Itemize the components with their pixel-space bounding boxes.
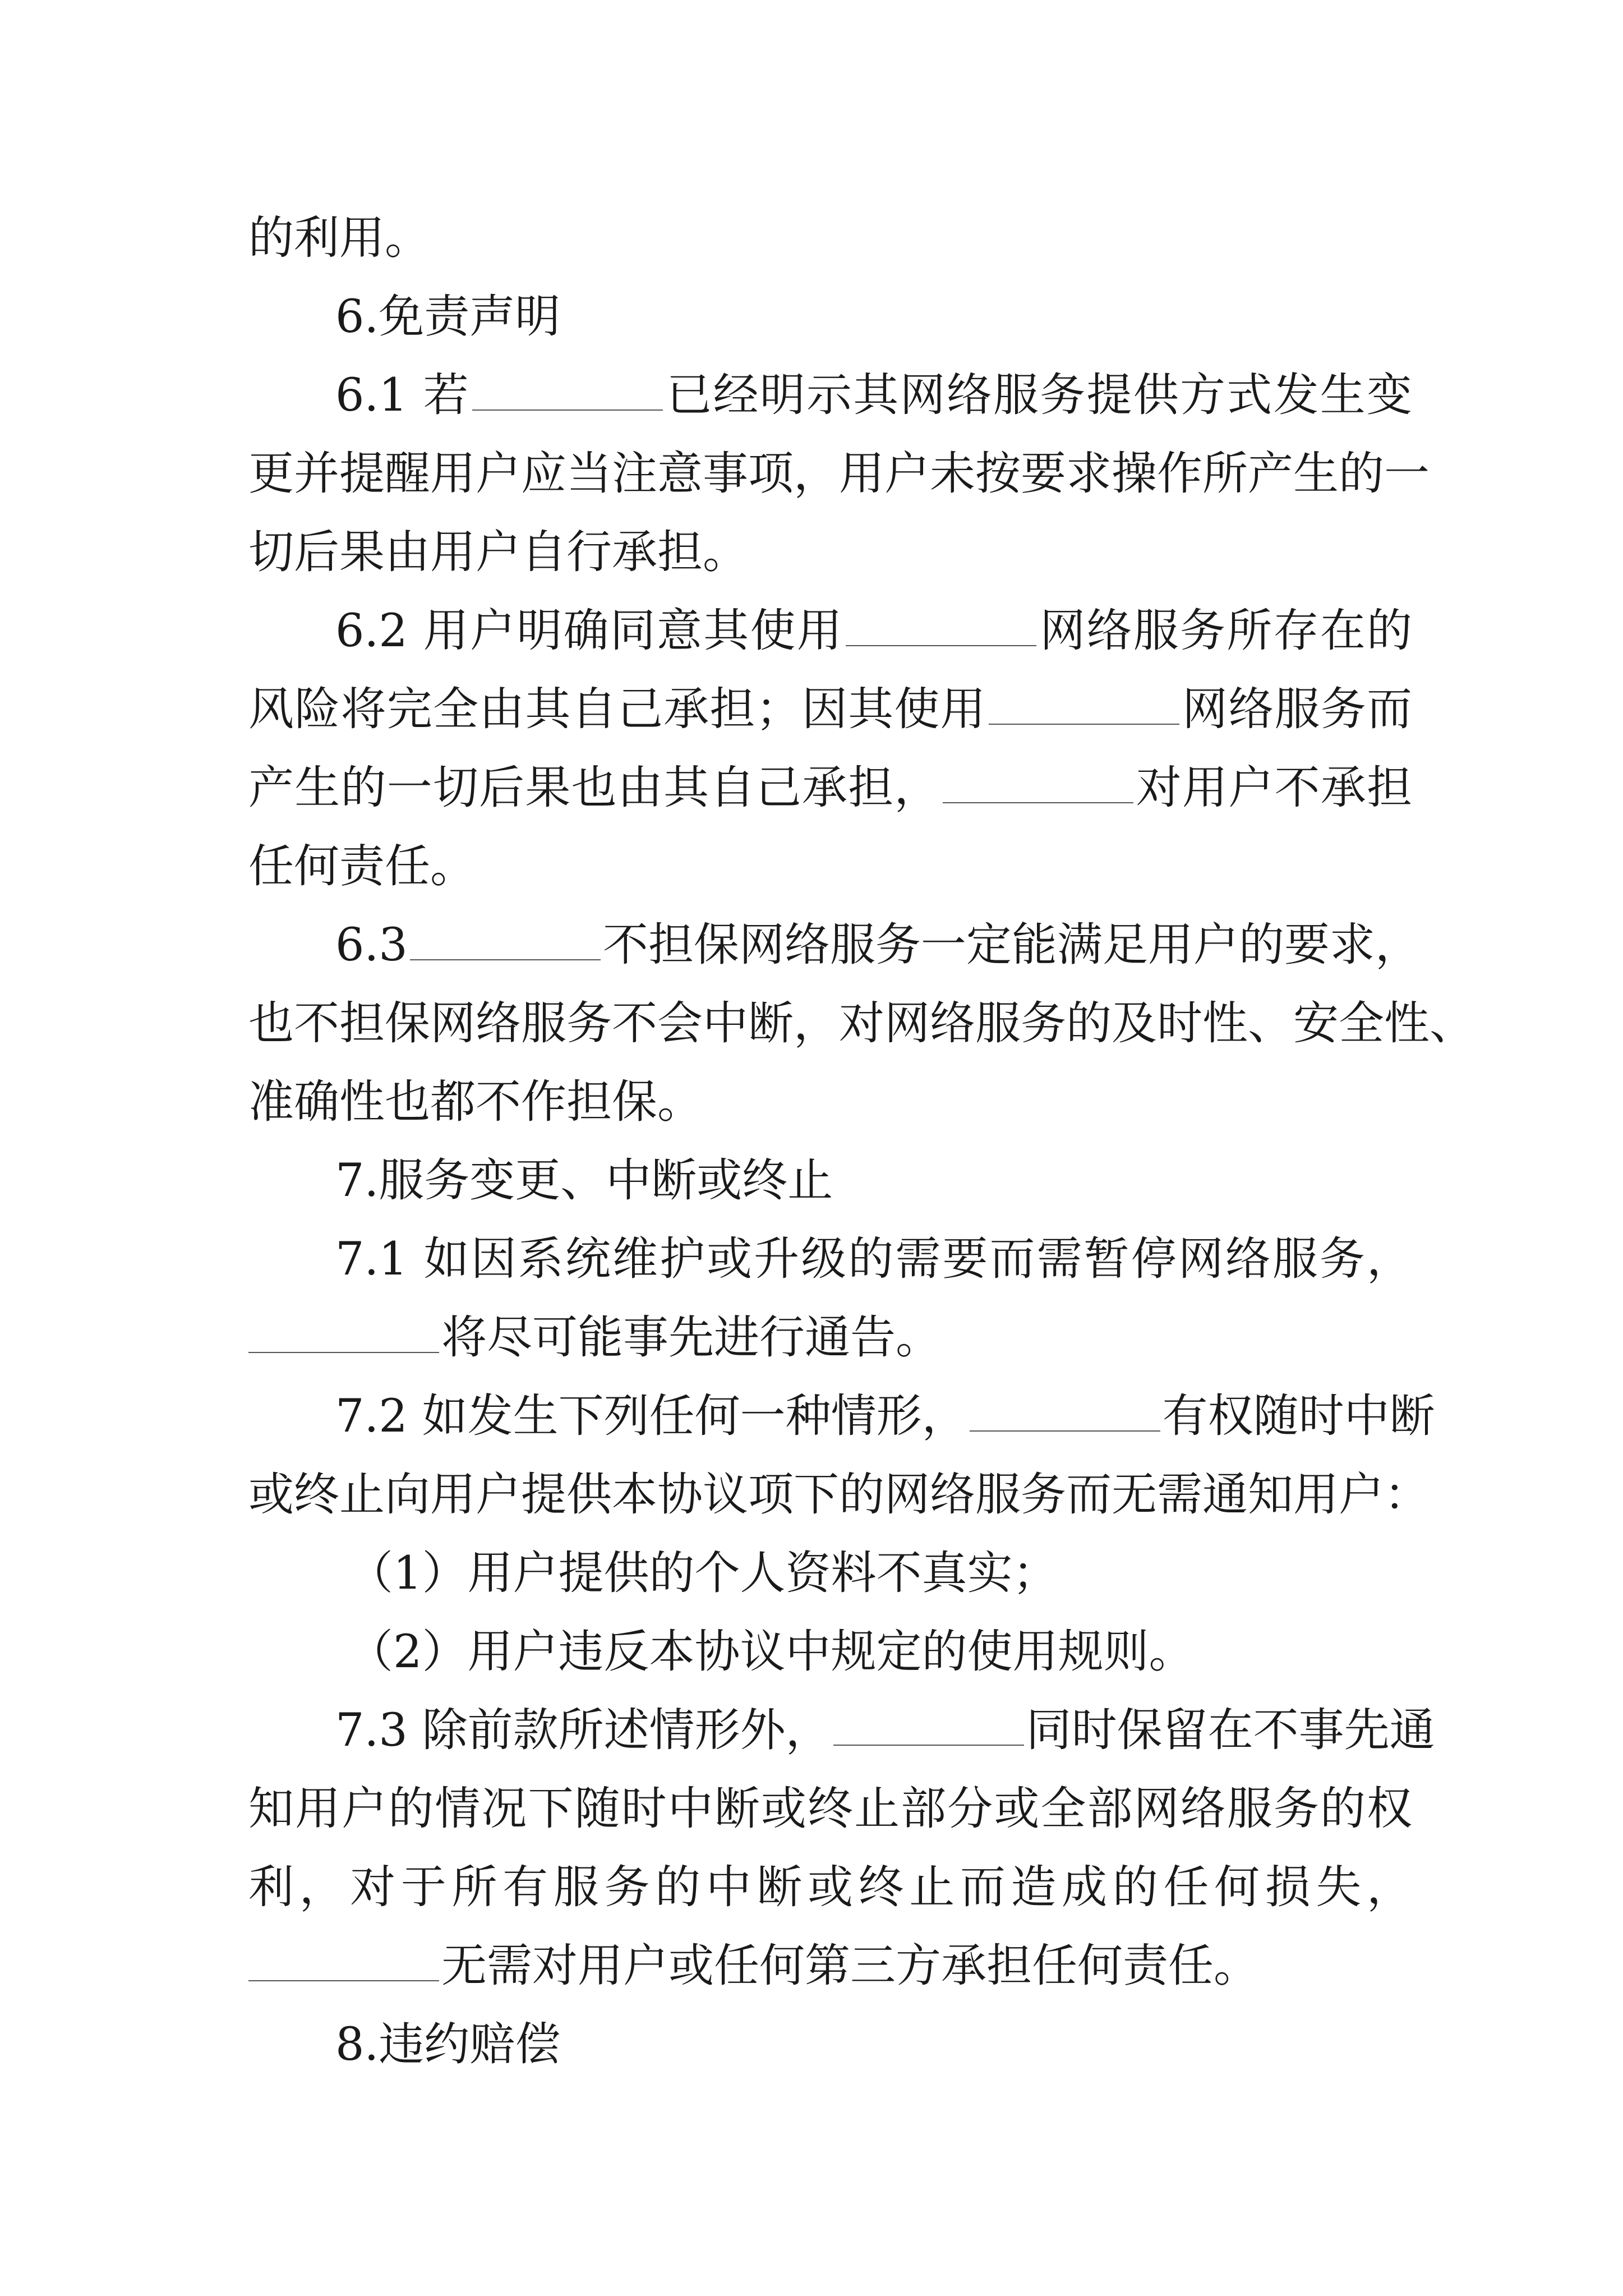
blank-field [970,1426,1160,1432]
line-text: 网络服务而 [1181,683,1412,736]
text-line [335,1691,1435,1770]
line-text: 同时保留在不事先通 [1026,1704,1435,1757]
text-line [335,1220,1412,1299]
blank-field [248,1976,439,1981]
line-text: 产生的一切后果也由其自己承担， [248,762,940,815]
blank-field [248,1347,439,1353]
line-text: 7.1 如因系统维护或升级的需要而需暂停网络服务， [335,1233,1412,1286]
text-line [248,670,1412,749]
line-text: 6.1 若 [335,369,471,422]
line-text: 6.2 用户明确同意其使用 [335,605,844,657]
blank-field [833,1740,1024,1746]
text-line [248,1848,1412,1927]
blank-field [410,955,601,960]
line-text: 网络服务所存在的 [1039,605,1412,657]
section-heading [335,1142,1412,1220]
text-line [248,513,1412,592]
text-line [248,749,1412,827]
text-line [248,199,1412,278]
line-text: 也不担保网络服务不会中断，对网络服务的及时性、安全性、 [248,997,1476,1050]
text-line [248,1063,1412,1142]
text-line [248,1299,1412,1377]
line-text: 对用户不承担 [1135,762,1412,815]
text-line [335,906,1421,984]
text-line [248,1456,1430,1534]
line-text: 准确性也都不作担保。 [248,1076,703,1129]
line-text: 7.2 如发生下列任何一种情形， [335,1390,967,1443]
line-text: 更并提醒用户应当注意事项，用户未按要求操作所产生的一 [248,448,1430,500]
text-line [248,984,1476,1063]
text-line [248,1927,1412,2005]
line-text: 风险将完全由其自己承担；因其使用 [248,683,986,736]
line-text: 切后果由用户自行承担。 [248,526,749,579]
blank-field [943,798,1133,803]
line-text: 已经明示其网络服务提供方式发生变 [665,369,1412,422]
text-line [335,592,1412,670]
text-line [248,435,1430,513]
text-line [248,827,1412,906]
blank-field [989,719,1179,725]
list-item [348,1613,1412,1691]
line-text: 将尽可能事先进行通告。 [441,1312,942,1364]
list-item [348,1534,1412,1613]
line-text: 或终止向用户提供本协议项下的网络服务而无需通知用户： [248,1469,1430,1521]
line-text: 6.免责声明 [335,291,561,343]
section-heading [335,2005,1412,2084]
line-text: （2）用户违反本协议中规定的使用规则。 [348,1626,1195,1678]
line-text: 利，对于所有服务的中断或终止而造成的任何损失， [248,1861,1412,1914]
line-text: 知用户的情况下随时中断或终止部分或全部网络服务的权 [248,1783,1412,1835]
line-text: 7.服务变更、中断或终止 [335,1154,833,1207]
line-text: 8.违约赔偿 [335,2018,561,2071]
blank-field [472,405,663,411]
section-heading [335,278,1412,356]
text-line [335,356,1412,435]
text-line [335,1377,1435,1456]
line-text: 无需对用户或任何第三方承担任何责任。 [441,1940,1260,1993]
line-text: 7.3 除前款所述情形外， [335,1704,831,1757]
line-text: 有权随时中断 [1162,1390,1435,1443]
line-text: 的利用。 [248,212,431,265]
text-line [248,1770,1412,1848]
line-text: 6.3 [335,919,408,972]
line-text: 任何责任。 [248,840,476,893]
line-text: （1）用户提供的个人资料不真实； [348,1547,1058,1600]
blank-field [846,641,1036,646]
line-text: 不担保网络服务一定能满足用户的要求， [602,919,1421,972]
